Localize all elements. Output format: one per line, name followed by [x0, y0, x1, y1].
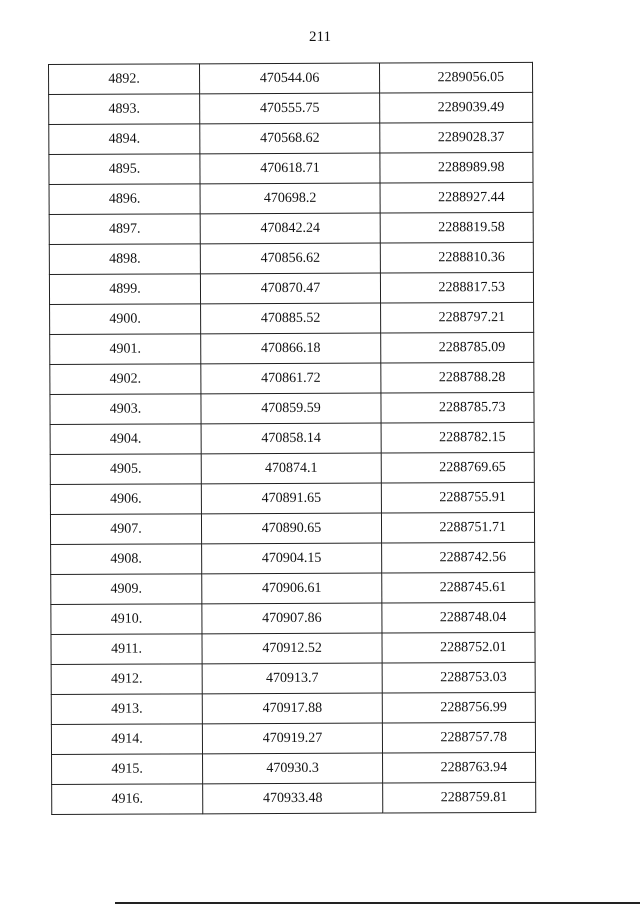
table-row [49, 92, 533, 124]
point-number-cell: 4910. [51, 604, 202, 635]
table-row [50, 302, 534, 334]
point-number-cell: 4892. [49, 64, 200, 95]
table-row [52, 752, 536, 784]
table-row [51, 662, 535, 694]
table-row [49, 122, 533, 154]
x-coordinate-cell: 470919.27 [202, 723, 382, 754]
y-coordinate-cell: 2288763.94 [383, 752, 536, 783]
y-coordinate-cell: 2289056.05 [379, 62, 532, 93]
x-coordinate-cell: 470842.24 [200, 213, 380, 244]
point-number-cell: 4902. [50, 364, 201, 395]
y-coordinate-cell: 2289039.49 [380, 92, 533, 123]
x-coordinate-cell: 470568.62 [200, 123, 380, 154]
x-coordinate-cell: 470891.65 [201, 483, 381, 514]
y-coordinate-cell: 2288756.99 [382, 692, 535, 723]
coordinates-table [48, 62, 536, 815]
y-coordinate-cell: 2288810.36 [380, 242, 533, 273]
point-number-cell: 4894. [49, 124, 200, 155]
point-number-cell: 4903. [50, 394, 201, 425]
y-coordinate-cell: 2289028.37 [380, 122, 533, 153]
x-coordinate-cell: 470856.62 [200, 243, 380, 274]
table-row [49, 242, 533, 274]
y-coordinate-cell: 2288748.04 [382, 602, 535, 633]
x-coordinate-cell: 470917.88 [202, 693, 382, 724]
table-row [50, 482, 534, 514]
table-row [51, 602, 535, 634]
point-number-cell: 4916. [52, 784, 203, 815]
y-coordinate-cell: 2288759.81 [383, 782, 536, 813]
table-row [50, 452, 534, 484]
point-number-cell: 4895. [49, 154, 200, 185]
point-number-cell: 4913. [51, 694, 202, 725]
y-coordinate-cell: 2288927.44 [380, 182, 533, 213]
point-number-cell: 4904. [50, 424, 201, 455]
table-row [50, 332, 534, 364]
x-coordinate-cell: 470890.65 [201, 513, 381, 544]
x-coordinate-cell: 470904.15 [202, 543, 382, 574]
coordinates-table-body [49, 62, 536, 814]
x-coordinate-cell: 470870.47 [200, 273, 380, 304]
point-number-cell: 4900. [50, 304, 201, 335]
table-row [51, 542, 535, 574]
x-coordinate-cell: 470618.71 [200, 153, 380, 184]
x-coordinate-cell: 470885.52 [201, 303, 381, 334]
y-coordinate-cell: 2288785.09 [381, 332, 534, 363]
x-coordinate-cell: 470544.06 [200, 63, 380, 94]
y-coordinate-cell: 2288797.21 [381, 302, 534, 333]
y-coordinate-cell: 2288788.28 [381, 362, 534, 393]
table-row [49, 212, 533, 244]
point-number-cell: 4893. [49, 94, 200, 125]
x-coordinate-cell: 470859.59 [201, 393, 381, 424]
y-coordinate-cell: 2288752.01 [382, 632, 535, 663]
point-number-cell: 4909. [51, 574, 202, 605]
y-coordinate-cell: 2288745.61 [382, 572, 535, 603]
table-row [50, 422, 534, 454]
x-coordinate-cell: 470913.7 [202, 663, 382, 694]
point-number-cell: 4905. [50, 454, 201, 485]
table-row [51, 632, 535, 664]
point-number-cell: 4896. [49, 184, 200, 215]
x-coordinate-cell: 470906.61 [202, 573, 382, 604]
point-number-cell: 4915. [52, 754, 203, 785]
y-coordinate-cell: 2288755.91 [381, 482, 534, 513]
table-row [51, 722, 535, 754]
y-coordinate-cell: 2288817.53 [380, 272, 533, 303]
y-coordinate-cell: 2288753.03 [382, 662, 535, 693]
table-row [52, 782, 536, 814]
point-number-cell: 4914. [51, 724, 202, 755]
table-row [50, 392, 534, 424]
table-row [49, 152, 533, 184]
y-coordinate-cell: 2288757.78 [382, 722, 535, 753]
table-row [50, 512, 534, 544]
page-number: 211 [309, 29, 331, 45]
table-row [51, 692, 535, 724]
x-coordinate-cell: 470861.72 [201, 363, 381, 394]
table-row [49, 272, 533, 304]
x-coordinate-cell: 470698.2 [200, 183, 380, 214]
bottom-rule [115, 902, 640, 904]
x-coordinate-cell: 470930.3 [203, 753, 383, 784]
table-row [49, 182, 533, 214]
y-coordinate-cell: 2288742.56 [382, 542, 535, 573]
y-coordinate-cell: 2288769.65 [381, 452, 534, 483]
y-coordinate-cell: 2288819.58 [380, 212, 533, 243]
x-coordinate-cell: 470874.1 [201, 453, 381, 484]
x-coordinate-cell: 470907.86 [202, 603, 382, 634]
x-coordinate-cell: 470912.52 [202, 633, 382, 664]
point-number-cell: 4912. [51, 664, 202, 695]
x-coordinate-cell: 470858.14 [201, 423, 381, 454]
point-number-cell: 4906. [50, 484, 201, 515]
y-coordinate-cell: 2288782.15 [381, 422, 534, 453]
y-coordinate-cell: 2288989.98 [380, 152, 533, 183]
point-number-cell: 4901. [50, 334, 201, 365]
x-coordinate-cell: 470933.48 [203, 783, 383, 814]
table-row [50, 362, 534, 394]
y-coordinate-cell: 2288751.71 [381, 512, 534, 543]
point-number-cell: 4899. [49, 274, 200, 305]
point-number-cell: 4907. [50, 514, 201, 545]
y-coordinate-cell: 2288785.73 [381, 392, 534, 423]
point-number-cell: 4911. [51, 634, 202, 665]
point-number-cell: 4897. [49, 214, 200, 245]
x-coordinate-cell: 470555.75 [200, 93, 380, 124]
point-number-cell: 4898. [49, 244, 200, 275]
x-coordinate-cell: 470866.18 [201, 333, 381, 364]
table-row [51, 572, 535, 604]
point-number-cell: 4908. [51, 544, 202, 575]
table-row [49, 62, 533, 94]
